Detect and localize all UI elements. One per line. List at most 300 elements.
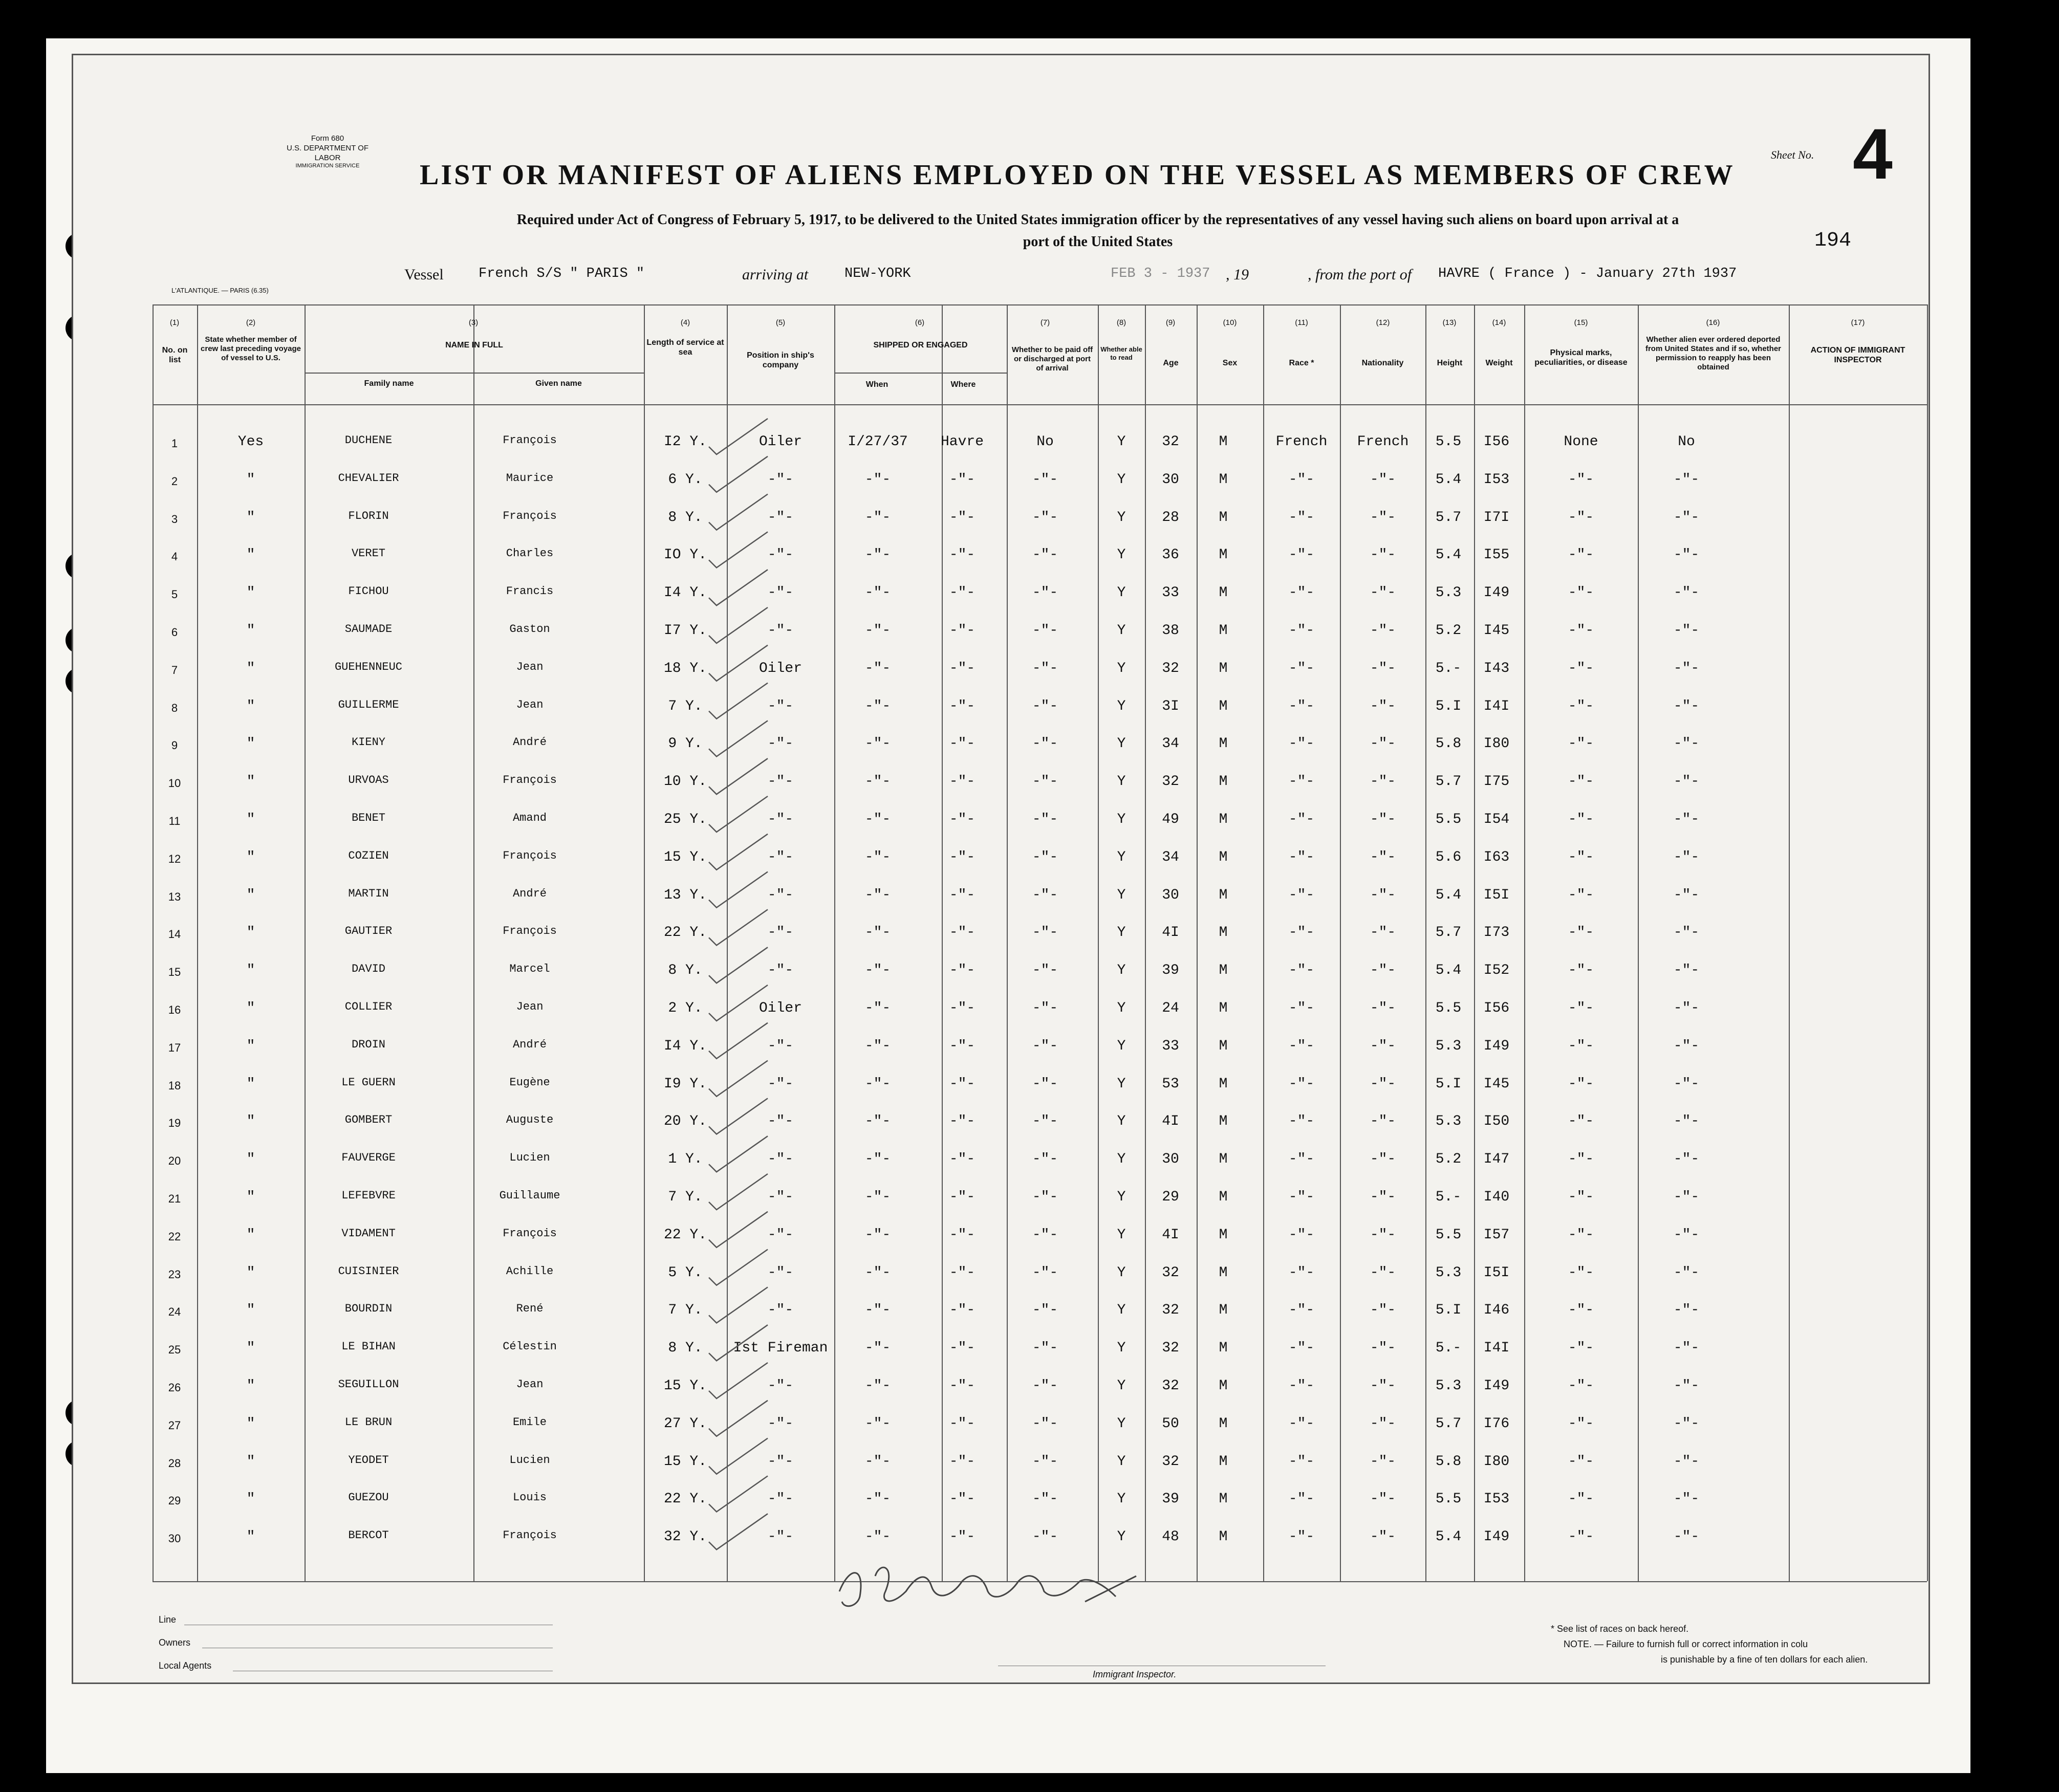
cell-age: 3I [1162,698,1179,714]
column-header-c3a: Family name [364,379,414,388]
cell-prev: " [246,1453,255,1470]
cell-where: -"- [949,963,976,979]
cell-sex: M [1219,471,1228,488]
cell-marks: -"- [1568,509,1594,526]
column-number: (8) [1116,318,1126,327]
cell-read: Y [1117,736,1126,752]
cell-deported: -"- [1673,963,1700,979]
cell-race: French [1275,434,1328,450]
cell-sex: M [1219,887,1228,903]
cell-prev: " [246,1227,255,1243]
cell-when: -"- [864,925,891,941]
cell-given: Célestin [503,1340,557,1353]
cell-nat: -"- [1370,1340,1396,1357]
cell-family: FLORIN [348,509,389,522]
cell-deported: -"- [1673,1151,1700,1168]
row-number: 12 [168,852,181,865]
cell-position: -"- [767,1378,794,1394]
cell-prev: Yes [237,434,264,450]
column-number: (2) [246,318,256,327]
cell-given: Charles [506,547,554,560]
cell-weight: I46 [1483,1302,1510,1319]
arriving-value: NEW-YORK [844,266,911,281]
cell-height: 5.8 [1435,1453,1462,1470]
cell-position: -"- [767,1189,794,1205]
cell-service: 8 Y. [668,509,703,526]
cell-when: -"- [864,471,891,488]
cell-where: -"- [949,1076,976,1092]
column-header-c17: ACTION OF IMMIGRANT INSPECTOR [1810,346,1905,365]
row-number: 25 [168,1343,181,1357]
column-header-c16: Whether alien ever ordered deported from United States and if so, whether permission to reapply has been obtained [1645,335,1782,371]
cell-sex: M [1219,585,1228,601]
cell-height: 5.7 [1435,509,1462,526]
row-number: 10 [168,777,181,790]
cell-weight: I54 [1483,812,1510,827]
cell-prev: " [246,887,255,903]
cell-given: Guillaume [499,1189,560,1202]
cell-service: 2 Y. [668,1000,703,1016]
cell-family: GUEHENNEUC [334,660,403,673]
cell-when: -"- [864,1302,891,1319]
cell-race: -"- [1288,1415,1315,1432]
cell-paid: -"- [1032,1302,1058,1319]
cell-service: 8 Y. [668,963,703,979]
cell-given: Amand [512,812,547,824]
cell-nat: -"- [1370,660,1396,676]
cell-age: 34 [1162,849,1179,865]
cell-position: -"- [767,1151,794,1168]
cell-deported: -"- [1673,1076,1700,1092]
cell-read: Y [1117,1491,1126,1507]
cell-age: 24 [1162,1000,1179,1016]
cell-family: YEODET [348,1453,389,1467]
cell-sex: M [1219,1038,1228,1054]
cell-paid: -"- [1032,471,1058,488]
cell-given: Auguste [506,1113,554,1127]
cell-height: 5.3 [1435,1038,1462,1054]
cell-family: COLLIER [344,1000,393,1013]
cell-sex: M [1219,1189,1228,1205]
cell-when: -"- [864,963,891,979]
cell-sex: M [1219,1415,1228,1432]
cell-race: -"- [1288,1453,1315,1470]
cell-paid: -"- [1032,1076,1058,1092]
row-number: 20 [168,1154,181,1168]
cell-marks: -"- [1568,736,1594,752]
row-number: 16 [168,1003,181,1016]
row-number: 19 [168,1117,181,1130]
cell-paid: -"- [1032,1151,1058,1168]
cell-where: -"- [949,1113,976,1130]
cell-sex: M [1219,1151,1228,1168]
cell-marks: -"- [1568,1302,1594,1319]
cell-family: SAUMADE [344,623,393,636]
cell-position: -"- [767,509,794,526]
cell-prev: " [246,1529,255,1545]
cell-prev: " [246,660,255,676]
cell-when: -"- [864,812,891,827]
cell-nat: -"- [1370,1038,1396,1054]
cell-paid: -"- [1032,849,1058,865]
cell-family: GOMBERT [344,1113,393,1127]
cell-read: Y [1117,849,1126,865]
row-number: 22 [168,1230,181,1243]
cell-deported: -"- [1673,660,1700,676]
cell-where: -"- [949,623,976,639]
cell-race: -"- [1288,1113,1315,1130]
cell-when: -"- [864,509,891,526]
cell-nat: -"- [1370,812,1396,827]
cell-nat: -"- [1370,1113,1396,1130]
cell-age: 29 [1162,1189,1179,1205]
cell-nat: -"- [1370,1491,1396,1507]
cell-when: -"- [864,547,891,563]
column-number: (9) [1165,318,1176,327]
column-header-c7: Whether to be paid off or discharged at port of arrival [1011,345,1093,373]
cell-when: -"- [864,698,891,714]
header-sub-rule [305,373,644,374]
cell-weight: I53 [1483,1491,1510,1507]
row-number: 29 [168,1494,181,1507]
cell-sex: M [1219,434,1228,450]
cell-height: 5.- [1435,660,1462,676]
cell-deported: -"- [1673,925,1700,941]
cell-paid: -"- [1032,509,1058,526]
cell-where: -"- [949,1038,976,1054]
cell-paid: -"- [1032,585,1058,601]
cell-height: 5.4 [1435,887,1462,903]
cell-paid: -"- [1032,887,1058,903]
cell-sex: M [1219,1076,1228,1092]
subtitle-line-1: Required under Act of Congress of February 5, 1917, to be delivered to the United States immigration officer by the representatives of any vessel having such aliens on board upon arrival at a [516,212,1679,228]
cell-weight: I80 [1483,736,1510,752]
cell-nat: -"- [1370,1189,1396,1205]
cell-position: -"- [767,736,794,752]
cell-where: -"- [949,1453,976,1470]
cell-when: -"- [864,1529,891,1545]
cell-read: Y [1117,1378,1126,1394]
cell-nat: -"- [1370,736,1396,752]
cell-service: 32 Y. [663,1529,707,1545]
cell-read: Y [1117,963,1126,979]
cell-read: Y [1117,925,1126,941]
cell-sex: M [1219,1302,1228,1319]
cell-nat: -"- [1370,1076,1396,1092]
cell-prev: " [246,736,255,752]
cell-paid: -"- [1032,1000,1058,1016]
cell-weight: I47 [1483,1151,1510,1168]
cell-given: Jean [516,698,544,711]
column-header-c3b: Given name [535,379,582,388]
cell-when: -"- [864,1340,891,1357]
cell-marks: -"- [1568,471,1594,488]
cell-nat: -"- [1370,1264,1396,1281]
cell-where: -"- [949,585,976,601]
cell-prev: " [246,547,255,563]
cell-marks: -"- [1568,812,1594,827]
column-number: (17) [1851,318,1865,327]
cell-weight: I57 [1483,1227,1510,1243]
column-number: (11) [1295,318,1308,327]
cell-service: 15 Y. [663,849,707,865]
column-header-c11: Race * [1289,359,1314,367]
cell-height: 5.6 [1435,849,1462,865]
cell-given: François [503,925,557,938]
row-number: 8 [171,701,178,714]
cell-height: 5.4 [1435,471,1462,488]
row-number: 30 [168,1532,181,1545]
cell-sex: M [1219,547,1228,563]
cell-read: Y [1117,660,1126,676]
cell-family: BOURDIN [344,1302,393,1316]
row-number: 4 [171,550,178,563]
row-number: 28 [168,1456,181,1470]
cell-nat: -"- [1370,963,1396,979]
cell-nat: -"- [1370,623,1396,639]
cell-family: LE GUERN [341,1076,396,1089]
header-sub-rule [834,373,1007,374]
cell-where: -"- [949,1151,976,1168]
cell-family: DROIN [351,1038,385,1051]
sheet-number: 4 [1853,114,1893,194]
cell-when: -"- [864,1189,891,1205]
cell-paid: -"- [1032,1264,1058,1281]
cell-service: 6 Y. [668,471,703,488]
column-header-c8: Whether able to read [1100,345,1142,361]
cell-nat: -"- [1370,585,1396,601]
cell-read: Y [1117,509,1126,526]
cell-marks: -"- [1568,1491,1594,1507]
cell-marks: -"- [1568,774,1594,790]
cell-where: -"- [949,660,976,676]
cell-family: COZIEN [348,849,389,862]
cell-position: -"- [767,925,794,941]
cell-given: François [503,774,557,787]
cell-when: -"- [864,1491,891,1507]
cell-prev: " [246,774,255,790]
cell-marks: -"- [1568,1529,1594,1545]
cell-deported: -"- [1673,547,1700,563]
cell-race: -"- [1288,1076,1315,1092]
cell-position: -"- [767,887,794,903]
footer-agents-label: Local Agents [159,1660,212,1671]
cell-sex: M [1219,963,1228,979]
cell-when: -"- [864,1378,891,1394]
cell-nat: -"- [1370,509,1396,526]
cell-service: I2 Y. [663,434,707,450]
form-id-block [276,134,379,170]
table-row-rule [153,404,1927,405]
cell-marks: -"- [1568,1264,1594,1281]
cell-when: -"- [864,1227,891,1243]
cell-given: Jean [516,660,544,673]
cell-height: 5.I [1435,1302,1462,1319]
cell-family: VIDAMENT [341,1227,396,1240]
cell-when: -"- [864,887,891,903]
cell-read: Y [1117,1227,1126,1243]
cell-marks: -"- [1568,963,1594,979]
cell-weight: I40 [1483,1189,1510,1205]
cell-race: -"- [1288,963,1315,979]
cell-sex: M [1219,660,1228,676]
cell-sex: M [1219,736,1228,752]
cell-height: 5.3 [1435,585,1462,601]
cell-height: 5.I [1435,698,1462,714]
cell-deported: -"- [1673,736,1700,752]
cell-height: 5.5 [1435,434,1462,450]
cell-position: -"- [767,774,794,790]
cell-prev: " [246,1302,255,1319]
row-number: 14 [168,928,181,941]
cell-race: -"- [1288,660,1315,676]
row-number: 26 [168,1381,181,1394]
cell-given: René [516,1302,544,1316]
cell-marks: -"- [1568,1227,1594,1243]
cell-nat: -"- [1370,1529,1396,1545]
cell-read: Y [1117,1529,1126,1545]
cell-prev: " [246,1340,255,1357]
cell-service: I9 Y. [663,1076,707,1092]
cell-read: Y [1117,1189,1126,1205]
column-header-c4: Length of service at sea [646,338,724,357]
column-header-c1: No. on list [162,346,188,365]
cell-prev: " [246,1076,255,1092]
cell-when: -"- [864,849,891,865]
cell-age: 49 [1162,812,1179,827]
cell-race: -"- [1288,1227,1315,1243]
cell-marks: -"- [1568,925,1594,941]
page-title: LIST OR MANIFEST OF ALIENS EMPLOYED ON THE VESSEL AS MEMBERS OF CREW [420,159,1735,191]
cell-race: -"- [1288,1529,1315,1545]
cell-nat: French [1357,434,1409,450]
cell-marks: -"- [1568,1113,1594,1130]
cell-deported: -"- [1673,585,1700,601]
cell-read: Y [1117,434,1126,450]
cell-nat: -"- [1370,1227,1396,1243]
cell-prev: " [246,849,255,865]
cell-given: Jean [516,1000,544,1013]
cell-marks: -"- [1568,1378,1594,1394]
cell-marks: -"- [1568,623,1594,639]
cell-nat: -"- [1370,1378,1396,1394]
cell-service: 22 Y. [663,1227,707,1243]
cell-family: GUILLERME [338,698,399,711]
cell-deported: -"- [1673,1189,1700,1205]
cell-given: Achille [506,1264,554,1278]
cell-weight: I56 [1483,434,1510,450]
cell-deported: -"- [1673,1453,1700,1470]
cell-prev: " [246,1038,255,1054]
cell-paid: -"- [1032,660,1058,676]
cell-family: LE BRUN [344,1415,393,1429]
cell-given: Louis [512,1491,547,1504]
cell-sex: M [1219,1491,1228,1507]
cell-service: 25 Y. [663,812,707,827]
cell-family: BENET [351,812,385,824]
cell-position: -"- [767,1302,794,1319]
cell-height: 5.- [1435,1189,1462,1205]
row-number: 27 [168,1418,181,1432]
cell-position: Oiler [758,1000,802,1016]
cell-deported: -"- [1673,1038,1700,1054]
subtitle-line-2: port of the United States [1023,234,1173,250]
cell-race: -"- [1288,1491,1315,1507]
row-number: 15 [168,966,181,979]
column-number: (6) [915,318,925,327]
cell-service: 5 Y. [668,1264,703,1281]
cell-service: 1 Y. [668,1151,703,1168]
date-stamp: FEB 3 - 1937 [1111,266,1210,281]
cell-prev: " [246,471,255,488]
cell-sex: M [1219,698,1228,714]
cell-service: 8 Y. [668,1340,703,1357]
cell-when: -"- [864,736,891,752]
cell-deported: -"- [1673,1000,1700,1016]
cell-when: -"- [864,1000,891,1016]
cell-given: Emile [512,1415,547,1429]
cell-paid: -"- [1032,1340,1058,1357]
cell-marks: -"- [1568,849,1594,865]
cell-age: 4I [1162,925,1179,941]
cell-where: -"- [949,547,976,563]
cell-where: -"- [949,1264,976,1281]
column-header-c14: Weight [1485,359,1513,367]
page-number: 194 [1814,229,1852,252]
cell-when: -"- [864,623,891,639]
cell-height: 5.8 [1435,736,1462,752]
cell-position: -"- [767,547,794,563]
cell-nat: -"- [1370,1302,1396,1319]
cell-deported: -"- [1673,1264,1700,1281]
cell-marks: -"- [1568,1000,1594,1016]
row-number: 11 [168,815,181,827]
cell-race: -"- [1288,774,1315,790]
cell-read: Y [1117,1302,1126,1319]
column-header-c12: Nationality [1361,359,1404,367]
cell-prev: " [246,585,255,601]
cell-age: 33 [1162,585,1179,601]
cell-family: LE BIHAN [341,1340,396,1353]
cell-nat: -"- [1370,774,1396,790]
cell-weight: I76 [1483,1415,1510,1432]
cell-family: SEGUILLON [338,1378,399,1391]
cell-position: -"- [767,1529,794,1545]
cell-height: 5.3 [1435,1378,1462,1394]
from-label: , from the port of [1308,266,1412,283]
cell-sex: M [1219,774,1228,790]
cell-read: Y [1117,887,1126,903]
cell-paid: -"- [1032,698,1058,714]
cell-age: 39 [1162,1491,1179,1507]
cell-sex: M [1219,812,1228,827]
cell-paid: -"- [1032,1189,1058,1205]
cell-age: 38 [1162,623,1179,639]
cell-where: -"- [949,849,976,865]
cell-sex: M [1219,1227,1228,1243]
cell-where: -"- [949,1000,976,1016]
cell-where: -"- [949,1378,976,1394]
cell-given: Lucien [509,1453,550,1467]
row-number: 24 [168,1305,181,1319]
cell-paid: No [1036,434,1054,450]
cell-sex: M [1219,1529,1228,1545]
cell-race: -"- [1288,887,1315,903]
cell-weight: I56 [1483,1000,1510,1016]
cell-age: 39 [1162,963,1179,979]
cell-given: Maurice [506,471,554,485]
cell-service: 7 Y. [668,698,703,714]
